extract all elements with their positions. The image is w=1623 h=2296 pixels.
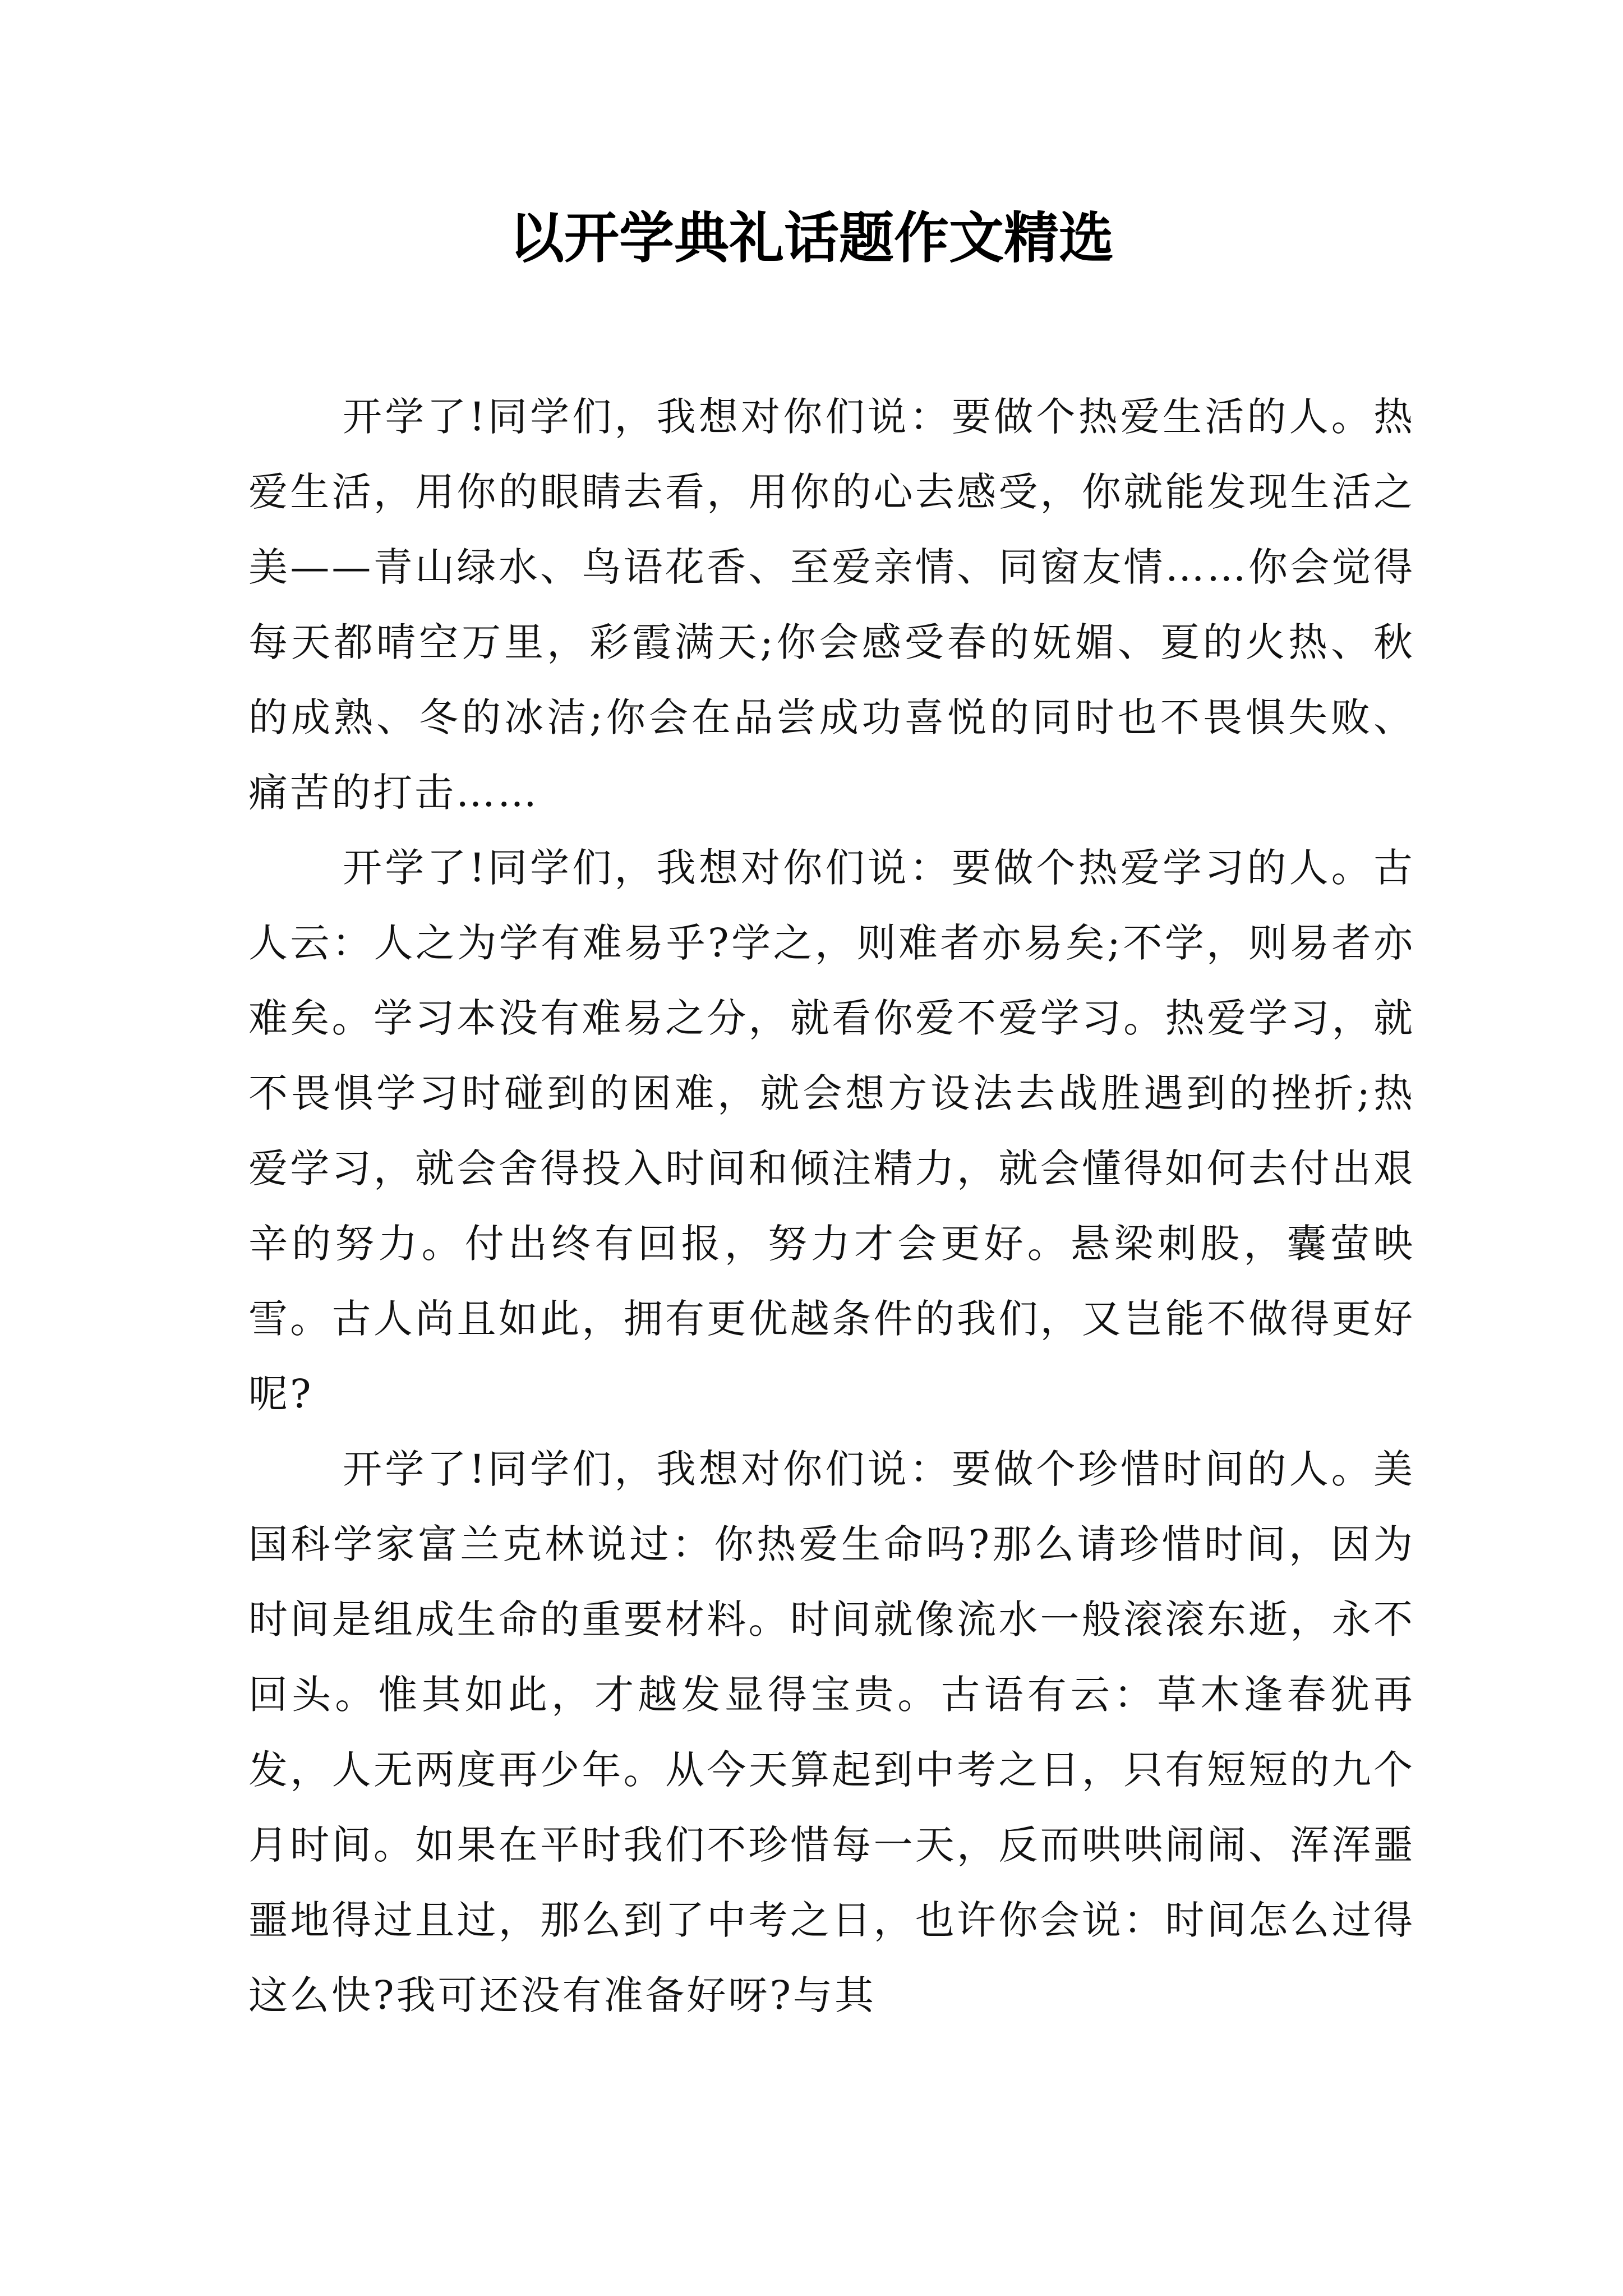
paragraph-1: 开学了!同学们，我想对你们说：要做个热爱生活的人。热爱生活，用你的眼睛去看，用你的心去感受，你就能发现生活之美——青山绿水、鸟语花香、至爱亲情、同窗友情……你会觉得每天都晴空万里，彩霞满天;你会感受春的妩媚、夏的火热、秋的成熟、冬的冰洁;你会在品尝成功喜悦的同时也不畏惧失败、痛苦的打击…… (248, 394, 1415, 816)
document-body (248, 379, 1415, 2033)
document-title: 以开学典礼话题作文精选 (509, 206, 1114, 270)
paragraph-3: 开学了!同学们，我想对你们说：要做个珍惜时间的人。美国科学家富兰克林说过：你热爱生命吗?那么请珍惜时间，因为时间是组成生命的重要材料。时间就像流水一般滚滚东逝，永不回头。惟其如此，才越发显得宝贵。古语有云：草木逢春犹再发，人无两度再少年。从今天算起到中考之日，只有短短的九个月时间。如果在平时我们不珍惜每一天，反而哄哄闹闹、浑浑噩噩地得过且过，那么到了中考之日，也许你会说：时间怎么过得这么快?我可还没有准备好呀?与其 (248, 1446, 1415, 2018)
paragraph-2: 开学了!同学们，我想对你们说：要做个热爱学习的人。古人云：人之为学有难易乎?学之，则难者亦易矣;不学，则易者亦难矣。学习本没有难易之分，就看你爱不爱学习。热爱学习，就不畏惧学习时碰到的困难，就会想方设法去战胜遇到的挫折;热爱学习，就会舍得投入时间和倾注精力，就会懂得如何去付出艰辛的努力。付出终有回报，努力才会更好。悬梁刺股，囊萤映雪。古人尚且如此，拥有更优越条件的我们，又岂能不做得更好呢? (248, 845, 1415, 1417)
